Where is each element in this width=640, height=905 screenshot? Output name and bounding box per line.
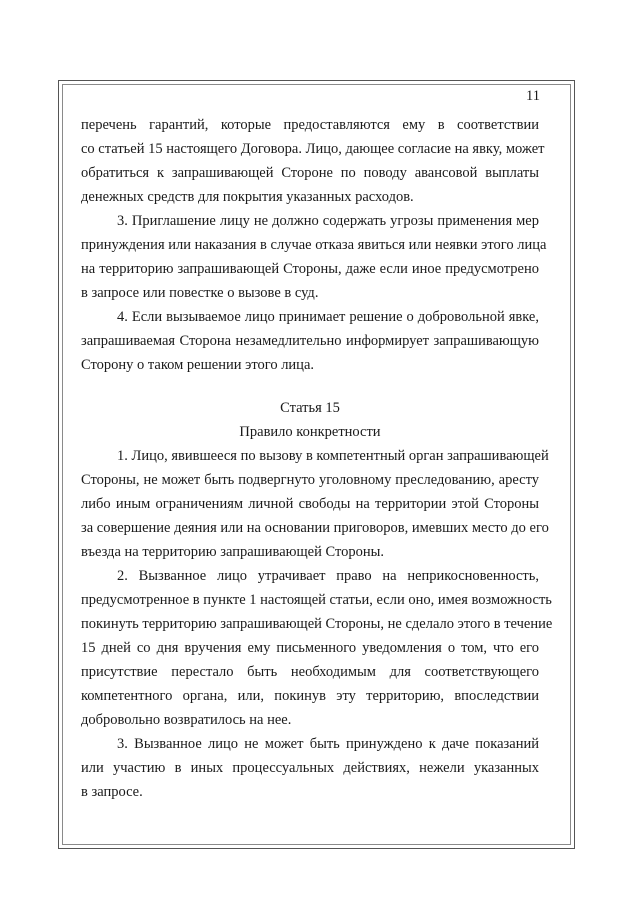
text-line: добровольно возвратилось на нее. [81, 712, 292, 728]
text-line: Стороны, не может быть подвергнуто уголовному преследованию, аресту [81, 472, 539, 488]
text-line: покинуть территорию запрашивающей Стороны, не сделало этого в течение [81, 616, 553, 632]
text-line: 3. Вызванное лицо не может быть принуждено к даче показаний [117, 736, 539, 752]
text-line: либо иным ограничениям личной свободы на территории этой Стороны [81, 496, 539, 512]
article-number: Статья 15 [280, 400, 340, 416]
page-number: 11 [526, 88, 540, 104]
article-name: Правило конкретности [239, 424, 381, 440]
text-line: въезда на территорию запрашивающей Стороны. [81, 544, 384, 560]
text-line: компетентного органа, или, покинув эту территорию, впоследствии [81, 688, 539, 704]
text-line: в запросе. [81, 784, 143, 800]
text-line: или участию в иных процессуальных действиях, нежели указанных [81, 760, 539, 776]
text-line: принуждения или наказания в случае отказа явиться или неявки этого лица [81, 237, 547, 253]
text-line: со статьей 15 настоящего Договора. Лицо, дающее согласие на явку, может [81, 141, 545, 157]
text-line: 2. Вызванное лицо утрачивает право на неприкосновенность, [117, 568, 539, 584]
text-line: присутствие перестало быть необходимым для соответствующего [81, 664, 539, 680]
text-line: на территорию запрашивающей Стороны, даже если иное предусмотрено [81, 261, 539, 277]
text-line: 1. Лицо, явившееся по вызову в компетентный орган запрашивающей [117, 448, 549, 464]
text-line: в запросе или повестке о вызове в суд. [81, 285, 319, 301]
text-line: 3. Приглашение лицу не должно содержать угрозы применения мер [117, 213, 539, 229]
text-line: за совершение деяния или на основании приговоров, имевших место до его [81, 520, 549, 536]
text-line: запрашиваемая Сторона незамедлительно информирует запрашивающую [81, 333, 539, 349]
article-heading [81, 396, 539, 444]
text-line: 4. Если вызываемое лицо принимает решение о добровольной явке, [117, 309, 539, 325]
text-line: перечень гарантий, которые предоставляются ему в соответствии [81, 117, 539, 133]
text-line: Сторону о таком решении этого лица. [81, 357, 315, 373]
text-block-article [81, 444, 553, 804]
text-line: 15 дней со дня вручения ему письменного уведомления о том, что его [81, 640, 539, 656]
text-block-top [81, 113, 547, 377]
text-line: денежных средств для покрытия указанных расходов. [81, 189, 414, 205]
text-line: обратиться к запрашивающей Стороне по поводу авансовой выплаты [81, 165, 539, 181]
text-line: предусмотренное в пункте 1 настоящей статьи, если оно, имея возможность [81, 592, 552, 608]
